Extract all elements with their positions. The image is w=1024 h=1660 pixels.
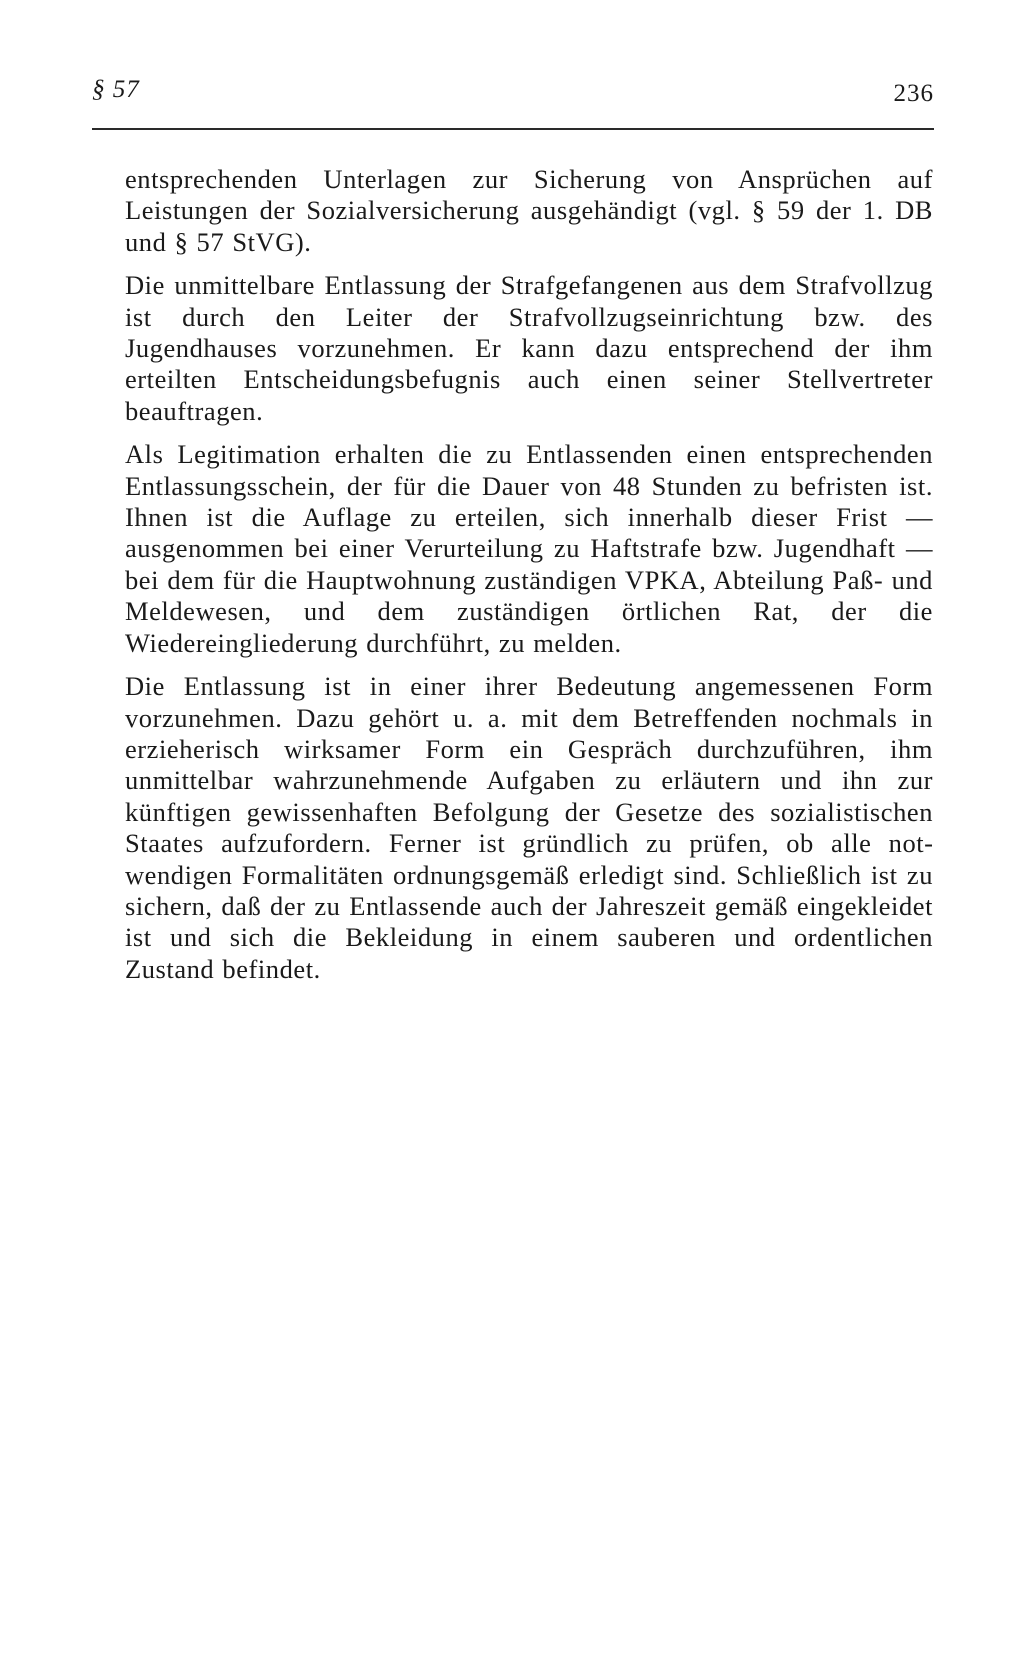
paragraph-release-form: Die Entlassung ist in einer ihrer Bedeutung angemessenen Form vorzunehmen. Dazu gehört u. a. mit dem Betreffenden nochmals in erzieherisch wirksamer Form ein Gespräch durchzuführen, ihm unmittelbar wahrzunehmende Aufgaben zu erläutern und ihn zur künftigen gewissenhaften Befolgung der Gesetze des sozialistischen Staates aufzufordern. Ferner ist gründlich zu prüfen, ob alle notwendigen Formalitäten ordnungsgemäß erledigt sind. Schließlich ist zu sichern, daß der zu Entlassende auch der Jahreszeit gemäß eingekleidet ist und sich die Bekleidung in einem sauberen und ordentlichen Zustand befindet. <box>125 671 933 984</box>
body-text <box>125 164 933 997</box>
running-header <box>92 76 934 112</box>
paragraph-release-procedure: Die unmittelbare Entlassung der Strafgefangenen aus dem Strafvollzug ist durch den Leiter der Strafvollzugseinrichtung bzw. des Jugendhauses vorzunehmen. Er kann dazu entsprechend der ihm erteilten Entscheidungsbefugnis auch einen seiner Stellvertreter beauftragen. <box>125 270 933 426</box>
header-divider <box>92 128 934 130</box>
page-number: 236 <box>893 80 934 107</box>
paragraph-legitimation: Als Legitimation erhalten die zu Entlassenden einen entsprechenden Entlassungsschein, der für die Dauer von 48 Stunden zu befristen ist. Ihnen ist die Auflage zu erteilen, sich innerhalb dieser Frist — ausgenommen bei einer Verurteilung zu Haftstrafe bzw. Jugendhaft — bei dem für die Hauptwohnung zuständigen VPKA, Abteilung Paß- und Meldewesen, und dem zuständigen örtlichen Rat, der die Wiedereingliederung durchführt, zu melden. <box>125 439 933 658</box>
section-reference: § 57 <box>92 76 140 103</box>
paragraph-continuation: entsprechenden Unterlagen zur Sicherung von Ansprüchen auf Leistungen der Sozialversicherung ausgehändigt (vgl. § 59 der 1. DB und § 57 StVG). <box>125 164 933 257</box>
